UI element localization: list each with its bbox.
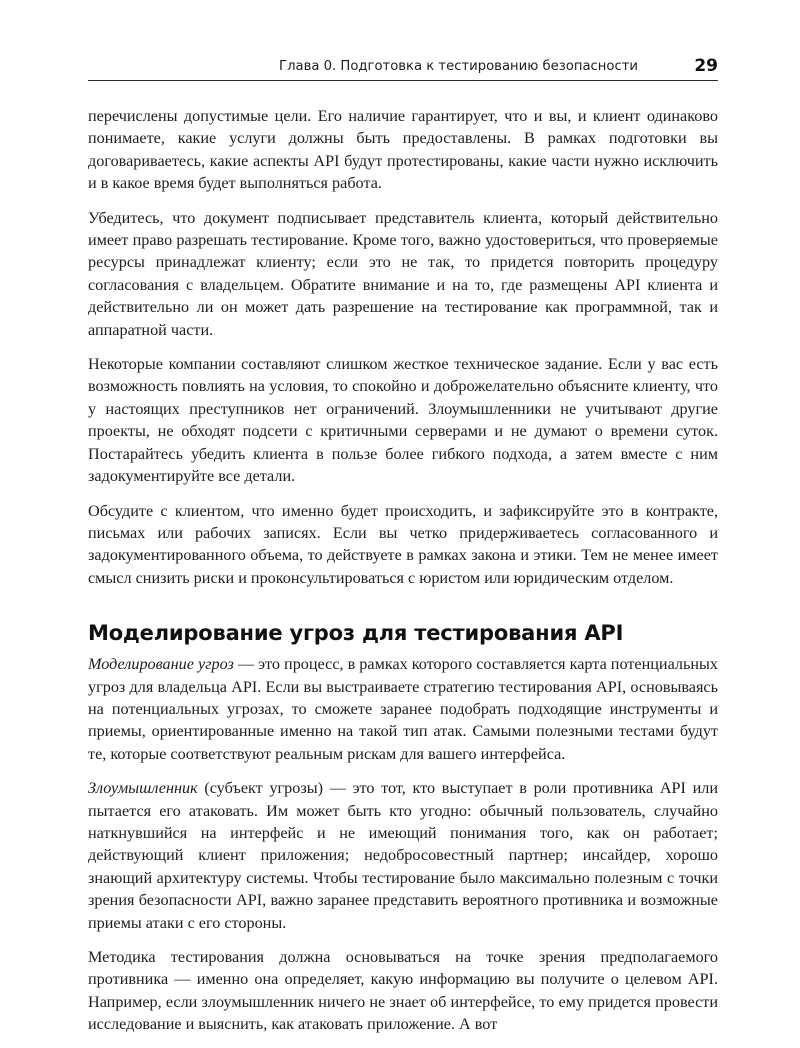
paragraph: Обсудите с клиентом, что именно будет происходить, и зафиксируйте это в контракте, письмах или рабочих записях. Если вы четко придерживаетесь согласованного и задокументированного объема, то действуете в рамках закона и этики. Тем не менее имеет смысл снизить риски и проконсультироваться с юристом или юридическим отделом. xyxy=(88,501,718,587)
page-number: 29 xyxy=(694,56,718,76)
term-threat-modeling: Моделирование угроз xyxy=(88,655,234,674)
paragraph-text: (субъект угрозы) — это тот, кто выступает в роли противника API или пытается его атаковать. Им может быть кто угодно: обычный пользователь, случайно наткнувшийся на интерфейс и не имеющий понимания того, как он работает; действующий клиент приложения; недобросовестный партнер; инсайдер, хорошо знающий архитектуру системы. Чтобы тестирование было максимально полезным с точки зрения безопасности API, важно заранее представить вероятного противника и возможные приемы атаки с его стороны. xyxy=(88,779,718,932)
paragraph-threat-actor xyxy=(88,777,718,934)
paragraph-text: — это процесс, в рамках которого составляется карта потенциальных угроз для владельца API. Если вы выстраиваете стратегию тестирования API, основываясь на потенциальных угрозах, то сможете заранее подобрать подходящие инструменты и приемы, ориентированные именно на такой тип атак. Самыми полезными тестами будут те, которые соответствуют реальным рискам для вашего интерфейса. xyxy=(88,655,719,763)
page-body xyxy=(88,105,718,1048)
paragraph-threat-modeling xyxy=(88,653,718,765)
term-threat-actor: Злоумышленник xyxy=(88,779,198,798)
paragraph: перечислены допустимые цели. Его наличие гарантирует, что и вы, и клиент одинаково понимаете, какие услуги должны быть предоставлены. В рамках подготовки вы договариваетесь, какие аспекты API будут протестированы, какие части нужно исключить и в какое время будет выполняться работа. xyxy=(88,107,718,193)
paragraph: Убедитесь, что документ подписывает представитель клиента, который действительно имеет право разрешать тестирование. Кроме того, важно удостовериться, что проверяемые ресурсы принадлежат клиенту; если это не так, то придется повторить процедуру согласования с владельцем. Обратите внимание и на то, где размещены API клиента и действительно ли он может дать разрешение на тестирование как программной, так и аппаратной части. xyxy=(88,208,718,339)
paragraph: Методика тестирования должна основываться на точке зрения предполагаемого противника — именно она определяет, какую информацию вы получите о целевом API. Например, если злоумышленник ничего не знает об интерфейсе, то ему придется провести исследование и выяснить, как атаковать приложение. А вот xyxy=(88,948,718,1034)
section-heading: Моделирование угроз для тестирования API xyxy=(88,621,624,646)
page-header xyxy=(88,58,718,81)
running-title: Глава 0. Подготовка к тестированию безопасности xyxy=(279,59,638,74)
paragraph: Некоторые компании составляют слишком жесткое техническое задание. Если у вас есть возможность повлиять на условия, то спокойно и доброжелательно объясните клиенту, что у настоящих преступников нет ограничений. Злоумышленники не учитывают другие проекты, не обходят подсети с критичными серверами и не думают о времени суток. Постарайтесь убедить клиента в пользе более гибкого подхода, а затем вместе с ним задокументируйте все детали. xyxy=(88,355,718,486)
